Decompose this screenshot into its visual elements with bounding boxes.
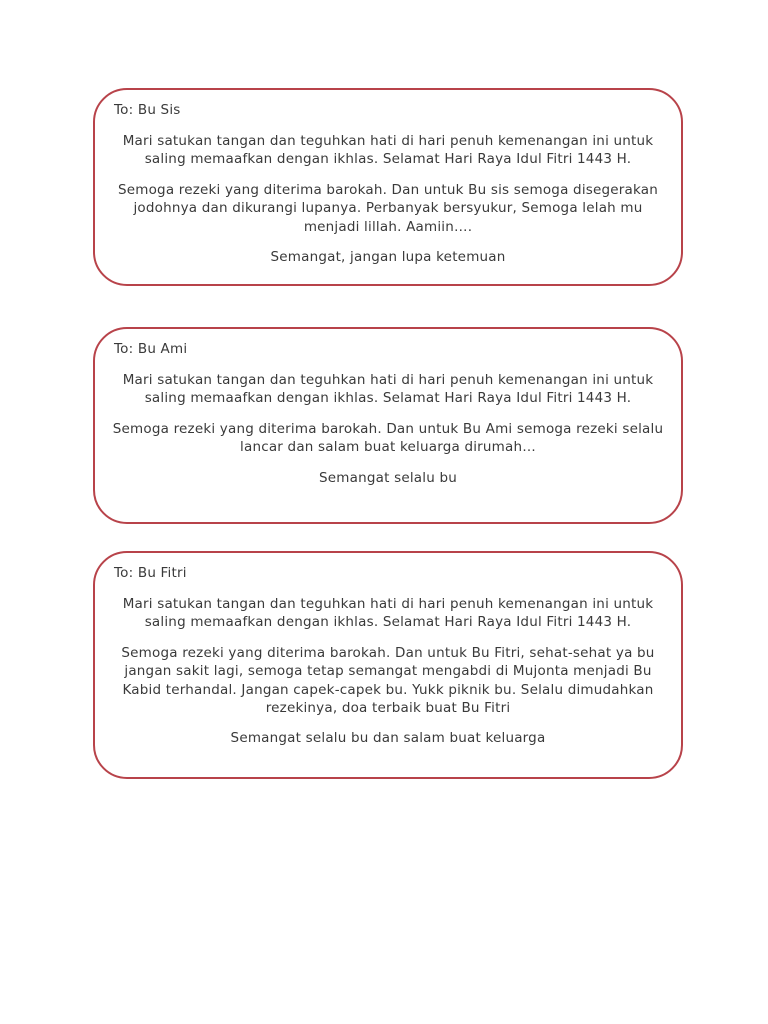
card-paragraph-closing: Semangat, jangan lupa ketemuan [270, 249, 506, 266]
card-paragraph-closing: Semangat selalu bu [319, 469, 457, 486]
card-message [109, 595, 667, 748]
card-message [109, 132, 667, 266]
greeting-card-bu-ami [93, 327, 683, 524]
card-paragraph-greeting: Mari satukan tangan dan teguhkan hati di hari penuh kemenangan ini untuk saling memaafkan dengan ikhlas. Selamat Hari Raya Idul Fitri 1443 H. [122, 372, 654, 407]
card-paragraph-closing: Semangat selalu bu dan salam buat keluarga [230, 730, 546, 747]
card-paragraph-wishes: Semoga rezeki yang diterima barokah. Dan untuk Bu Ami semoga rezeki selalu lancar dan salam buat keluarga dirumah… [112, 420, 664, 456]
card-recipient: To: Bu Fitri [114, 565, 187, 581]
card-recipient: To: Bu Sis [114, 102, 181, 118]
card-paragraph-greeting: Mari satukan tangan dan teguhkan hati di hari penuh kemenangan ini untuk saling memaafkan dengan ikhlas. Selamat Hari Raya Idul Fitri 1443 H. [122, 596, 654, 631]
card-paragraph-greeting: Mari satukan tangan dan teguhkan hati di hari penuh kemenangan ini untuk saling memaafkan dengan ikhlas. Selamat Hari Raya Idul Fitri 1443 H. [122, 133, 654, 168]
greeting-card-bu-fitri [93, 551, 683, 779]
card-paragraph-wishes: Semoga rezeki yang diterima barokah. Dan untuk Bu sis semoga disegerakan jodohnya dan dikurangi lupanya. Perbanyak bersyukur, Semoga lelah mu menjadi lillah. Aamiin…. [117, 181, 659, 235]
card-recipient: To: Bu Ami [114, 341, 188, 357]
greeting-card-bu-sis [93, 88, 683, 286]
card-paragraph-wishes: Semoga rezeki yang diterima barokah. Dan untuk Bu Fitri, sehat-sehat ya bu jangan sakit lagi, semoga tetap semangat mengabdi di Mujonta menjadi Bu Kabid terhandal. Jangan capek-capek bu. Yukk piknik bu. Selalu dimudahkan rezekinya, doa terbaik buat Bu Fitri [121, 644, 655, 717]
card-message [109, 371, 667, 487]
